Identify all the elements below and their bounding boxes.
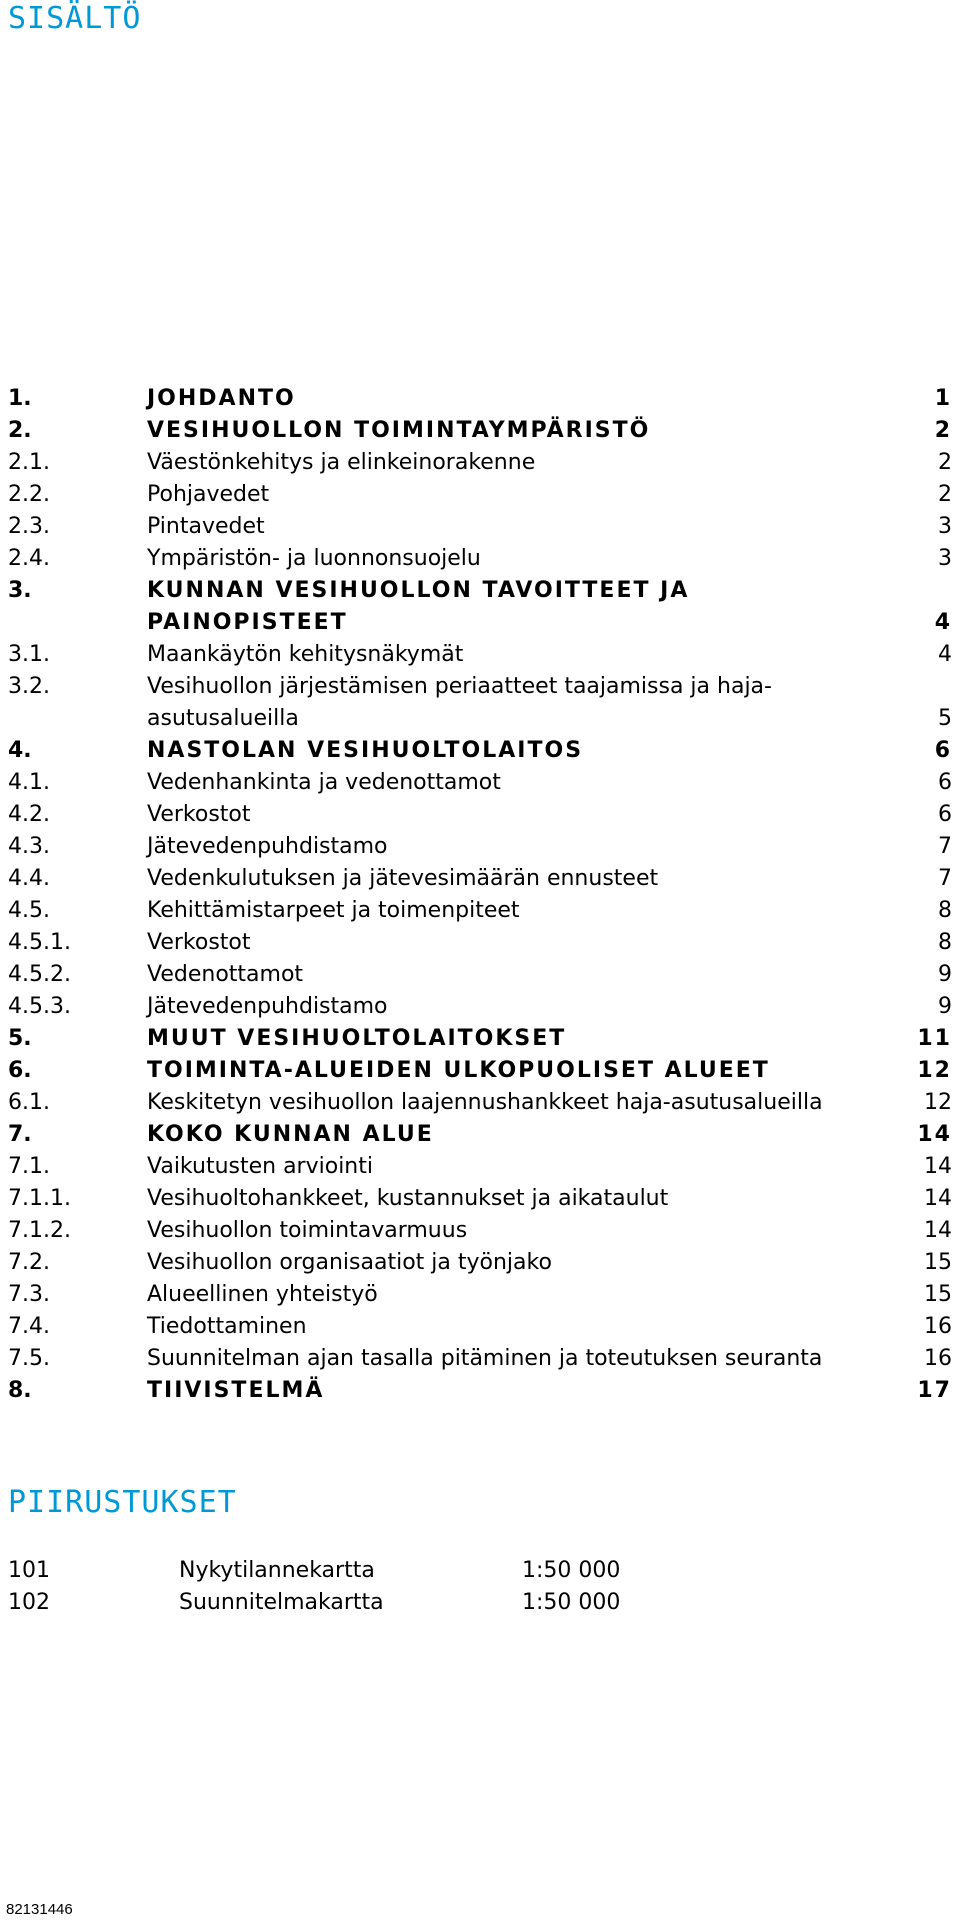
toc-entry-page: 2 — [938, 450, 952, 475]
toc-entry-number: 3.1. — [8, 642, 50, 667]
toc-entry-number: 2.3. — [8, 514, 50, 539]
toc-entry-title: Vesihuollon organisaatiot ja työnjako — [147, 1250, 552, 1275]
toc-entry-number: 8. — [8, 1378, 32, 1403]
toc-entry-number: 4. — [8, 738, 32, 763]
toc-entry — [8, 735, 952, 767]
toc-entry-title: TOIMINTA-ALUEIDEN ULKOPUOLISET ALUEET — [147, 1058, 770, 1083]
toc-entry-page: 6 — [938, 802, 952, 827]
toc-entry — [8, 1247, 952, 1279]
drawings-heading: PIIRUSTUKSET — [8, 1485, 237, 1520]
toc-entry-number: 7.5. — [8, 1346, 50, 1371]
toc-entry — [8, 895, 952, 927]
toc-entry — [8, 511, 952, 543]
toc-entry-number: 4.5.2. — [8, 962, 71, 987]
toc-entry-title: Suunnitelman ajan tasalla pitäminen ja toteutuksen seuranta — [147, 1346, 823, 1371]
toc-entry-page: 1 — [934, 386, 952, 411]
toc-entry-number: 6.1. — [8, 1090, 50, 1115]
toc-entry-title: Maankäytön kehitysnäkymät — [147, 642, 464, 667]
toc-entry-number: 7.1. — [8, 1154, 50, 1179]
toc-entry-page: 8 — [938, 898, 952, 923]
toc-entry-page: 14 — [924, 1154, 952, 1179]
toc-entry-number: 7.3. — [8, 1282, 50, 1307]
table-of-contents — [8, 383, 952, 1407]
toc-entry-title: Pintavedet — [147, 514, 265, 539]
toc-entry-number: 7.2. — [8, 1250, 50, 1275]
toc-entry-number: 5. — [8, 1026, 32, 1051]
toc-entry-number: 3.2. — [8, 674, 50, 699]
toc-entry-page: 14 — [924, 1218, 952, 1243]
toc-entry-title: NASTOLAN VESIHUOLTOLAITOS — [147, 738, 584, 763]
toc-entry-number: 4.1. — [8, 770, 50, 795]
toc-entry — [8, 1151, 952, 1183]
toc-entry-page: 7 — [938, 834, 952, 859]
toc-entry-number: 7.1.1. — [8, 1186, 71, 1211]
toc-entry-page: 6 — [938, 770, 952, 795]
toc-entry-page: 2 — [938, 482, 952, 507]
toc-entry — [8, 767, 952, 799]
toc-entry — [8, 799, 952, 831]
toc-entry — [8, 959, 952, 991]
toc-entry-page: 16 — [924, 1346, 952, 1371]
toc-entry — [8, 383, 952, 415]
toc-entry-number: 4.3. — [8, 834, 50, 859]
toc-entry-title: JOHDANTO — [147, 386, 296, 411]
toc-entry — [8, 863, 952, 895]
toc-entry — [8, 1023, 952, 1055]
toc-entry-page: 2 — [934, 418, 952, 443]
toc-entry-page: 14 — [924, 1186, 952, 1211]
toc-entry-page: 4 — [938, 642, 952, 667]
toc-entry-title: Verkostot — [147, 930, 251, 955]
toc-entry — [8, 1119, 952, 1151]
toc-entry-title: Vedenhankinta ja vedenottamot — [147, 770, 501, 795]
toc-entry — [8, 991, 952, 1023]
toc-entry-number: 2.2. — [8, 482, 50, 507]
toc-entry-title: Vesihuollon toimintavarmuus — [147, 1218, 468, 1243]
drawing-entry — [8, 1555, 708, 1587]
toc-entry-page: 7 — [938, 866, 952, 891]
toc-entry-page: 8 — [938, 930, 952, 955]
toc-entry-title: Vedenottamot — [147, 962, 304, 987]
toc-entry-title: Jätevedenpuhdistamo — [147, 834, 388, 859]
toc-entry — [8, 639, 952, 671]
toc-entry-number: 2.1. — [8, 450, 50, 475]
toc-entry-number: 2.4. — [8, 546, 50, 571]
toc-entry-title: Vesihuollon järjestämisen periaatteet taajamissa ja haja-asutusalueilla — [147, 674, 772, 731]
toc-entry-title: VESIHUOLLON TOIMINTAYMPÄRISTÖ — [147, 418, 651, 443]
toc-entry-title: KOKO KUNNAN ALUE — [147, 1122, 434, 1147]
toc-entry-page: 11 — [917, 1026, 952, 1051]
toc-entry — [8, 1055, 952, 1087]
toc-entry-title: Pohjavedet — [147, 482, 270, 507]
toc-entry — [8, 1343, 952, 1375]
toc-entry-page: 17 — [917, 1378, 952, 1403]
toc-entry-number: 4.4. — [8, 866, 50, 891]
toc-entry-title: KUNNAN VESIHUOLLON TAVOITTEET JA PAINOPISTEET — [147, 578, 690, 635]
toc-entry-title: Ympäristön- ja luonnonsuojelu — [147, 546, 481, 571]
toc-entry-number: 1. — [8, 386, 32, 411]
drawings-list — [8, 1555, 708, 1619]
toc-entry-title: Keskitetyn vesihuollon laajennushankkeet haja-asutusalueilla — [147, 1090, 823, 1115]
toc-entry-title: MUUT VESIHUOLTOLAITOKSET — [147, 1026, 567, 1051]
toc-entry-number: 6. — [8, 1058, 32, 1083]
toc-entry-title: Verkostot — [147, 802, 251, 827]
toc-entry — [8, 1311, 952, 1343]
toc-entry-title: Kehittämistarpeet ja toimenpiteet — [147, 898, 520, 923]
toc-entry-page: 6 — [934, 738, 952, 763]
drawing-number: 101 — [8, 1558, 50, 1583]
drawing-number: 102 — [8, 1590, 50, 1615]
toc-entry-page: 5 — [938, 706, 952, 731]
toc-entry — [8, 1375, 952, 1407]
toc-entry-number: 2. — [8, 418, 32, 443]
toc-entry — [8, 415, 952, 447]
toc-entry-page: 9 — [938, 962, 952, 987]
toc-entry-page: 4 — [934, 610, 952, 635]
toc-heading: SISÄLTÖ — [8, 1, 142, 36]
toc-entry-number: 4.5. — [8, 898, 50, 923]
drawing-name: Nykytilannekartta — [179, 1558, 375, 1583]
toc-entry-number: 4.5.3. — [8, 994, 71, 1019]
toc-entry-number: 4.5.1. — [8, 930, 71, 955]
toc-entry — [8, 1215, 952, 1247]
toc-entry-title: Vesihuoltohankkeet, kustannukset ja aikataulut — [147, 1186, 669, 1211]
drawing-name: Suunnitelmakartta — [179, 1590, 384, 1615]
drawing-entry — [8, 1587, 708, 1619]
toc-entry-page: 15 — [924, 1282, 952, 1307]
toc-entry — [8, 831, 952, 863]
toc-entry-page: 16 — [924, 1314, 952, 1339]
toc-entry-title: Väestönkehitys ja elinkeinorakenne — [147, 450, 536, 475]
toc-entry-number: 7.1.2. — [8, 1218, 71, 1243]
toc-entry-page: 3 — [938, 514, 952, 539]
toc-entry-title: Jätevedenpuhdistamo — [147, 994, 388, 1019]
toc-entry — [8, 575, 952, 639]
drawing-scale: 1:50 000 — [522, 1558, 621, 1583]
toc-entry — [8, 1087, 952, 1119]
drawing-scale: 1:50 000 — [522, 1590, 621, 1615]
toc-entry-title: Tiedottaminen — [147, 1314, 307, 1339]
toc-entry — [8, 1279, 952, 1311]
toc-entry-title: Vedenkulutuksen ja jätevesimäärän ennusteet — [147, 866, 659, 891]
toc-entry-page: 12 — [924, 1090, 952, 1115]
document-code: 82131446 — [6, 1901, 73, 1918]
toc-entry — [8, 479, 952, 511]
toc-entry — [8, 671, 952, 735]
toc-entry-title: Alueellinen yhteistyö — [147, 1282, 378, 1307]
toc-entry-number: 7.4. — [8, 1314, 50, 1339]
toc-entry — [8, 927, 952, 959]
toc-entry-page: 9 — [938, 994, 952, 1019]
toc-entry-title: TIIVISTELMÄ — [147, 1378, 325, 1403]
toc-entry-page: 3 — [938, 546, 952, 571]
toc-entry-number: 7. — [8, 1122, 32, 1147]
toc-entry — [8, 543, 952, 575]
toc-entry-title: Vaikutusten arviointi — [147, 1154, 373, 1179]
toc-entry — [8, 1183, 952, 1215]
toc-entry-number: 3. — [8, 578, 32, 603]
toc-entry-page: 15 — [924, 1250, 952, 1275]
toc-entry-page: 12 — [917, 1058, 952, 1083]
toc-entry-number: 4.2. — [8, 802, 50, 827]
toc-entry — [8, 447, 952, 479]
toc-entry-page: 14 — [917, 1122, 952, 1147]
